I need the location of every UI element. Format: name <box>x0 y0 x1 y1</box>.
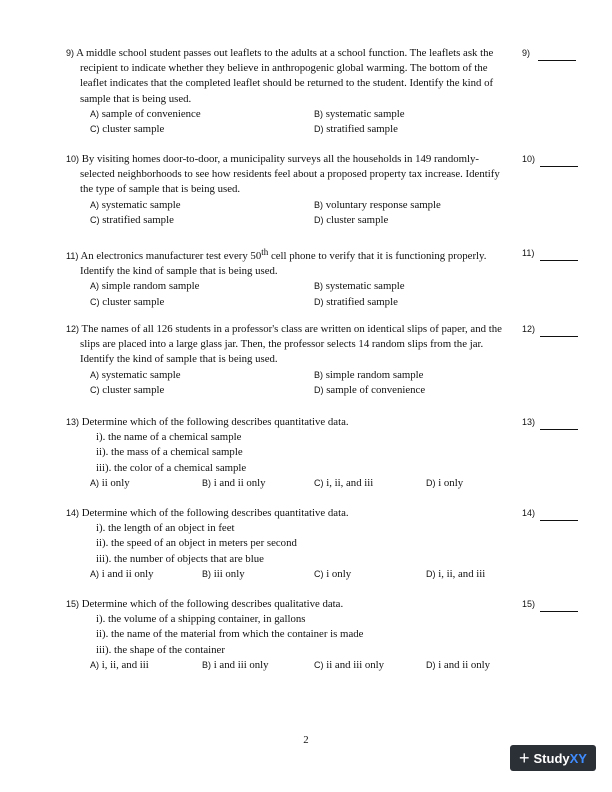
list-item: i). the volume of a shipping container, in gallons <box>96 613 306 626</box>
option-a[interactable]: A) simple random sample <box>90 280 200 293</box>
option-d[interactable]: D) i and ii only <box>426 658 491 671</box>
option-d[interactable]: D) stratified sample <box>314 123 398 136</box>
option-c[interactable]: C) i only <box>314 567 352 580</box>
options <box>90 567 512 582</box>
option-d[interactable]: D) stratified sample <box>314 295 398 308</box>
answer-blank[interactable] <box>540 520 578 521</box>
studyxy-logo[interactable] <box>510 745 596 771</box>
option-a[interactable]: A) systematic sample <box>90 198 181 211</box>
option-b[interactable]: B) i and ii only <box>202 476 266 489</box>
answer-label: 14) <box>522 508 536 518</box>
list-item: i). the length of an object in feet <box>96 522 235 535</box>
item-list <box>96 521 512 567</box>
list-item: i). the name of a chemical sample <box>96 431 242 444</box>
list-item: iii). the color of a chemical sample <box>96 461 247 474</box>
option-d[interactable]: D) cluster sample <box>314 213 389 226</box>
question-number: 9) <box>66 48 75 58</box>
option-b[interactable]: B) iii only <box>202 567 245 580</box>
answer-label: 13) <box>522 417 536 427</box>
option-c[interactable]: C) i, ii, and iii <box>314 476 374 489</box>
list-item: ii). the speed of an object in meters per second <box>96 537 297 550</box>
question-text: Determine which of the following describes quantitative data. <box>81 507 349 519</box>
answer-label: 12) <box>522 324 536 334</box>
answer-blank[interactable] <box>540 166 578 167</box>
option-b[interactable]: B) i and iii only <box>202 658 269 671</box>
options <box>90 198 512 228</box>
option-c[interactable]: C) cluster sample <box>90 295 165 308</box>
option-b[interactable]: B) systematic sample <box>314 107 405 120</box>
option-d[interactable]: D) i only <box>426 476 464 489</box>
option-d[interactable]: D) sample of convenience <box>314 383 426 396</box>
option-c[interactable]: C) ii and iii only <box>314 658 385 671</box>
answer-blank[interactable] <box>540 336 578 337</box>
question-number: 11) <box>66 251 79 261</box>
options <box>90 658 512 673</box>
item-list <box>96 430 512 476</box>
question-15 <box>66 597 512 673</box>
option-a[interactable]: A) ii only <box>90 476 130 489</box>
question-text: The names of all 126 students in a professor's class are written on identical slips of paper, and the slips are placed into a large glass jar. Then, the professor selects 14 random slips from the jar. Identify the kind of sample that is being used. <box>80 323 502 366</box>
options <box>90 476 512 491</box>
item-list <box>96 612 512 658</box>
question-10 <box>66 152 512 228</box>
answer-blank[interactable] <box>540 611 578 612</box>
question-text: Determine which of the following describes quantitative data. <box>81 416 349 428</box>
answer-label: 11) <box>522 248 535 258</box>
options <box>90 107 512 137</box>
answer-label: 10) <box>522 154 536 164</box>
option-c[interactable]: C) stratified sample <box>90 213 174 226</box>
question-number: 10) <box>66 154 80 164</box>
question-number: 14) <box>66 508 80 518</box>
question-number: 13) <box>66 417 80 427</box>
question-number: 12) <box>66 324 80 334</box>
answer-blank[interactable] <box>540 260 578 261</box>
list-item: ii). the name of the material from which the container is made <box>96 628 364 641</box>
option-b[interactable]: B) simple random sample <box>314 368 424 381</box>
option-b[interactable]: B) systematic sample <box>314 280 405 293</box>
answer-label: 15) <box>522 599 536 609</box>
question-14 <box>66 506 512 582</box>
question-text: Determine which of the following describes qualitative data. <box>81 598 344 610</box>
page-number: 2 <box>303 734 309 746</box>
logo-text: StudyXY <box>533 750 587 766</box>
question-9 <box>66 46 512 137</box>
question-13 <box>66 415 512 491</box>
option-d[interactable]: D) i, ii, and iii <box>426 567 486 580</box>
question-text: An electronics manufacturer test every 50th cell phone to verify that it is functioning properly. Identify the kind of sample that is being used. <box>80 247 487 278</box>
question-text: A middle school student passes out leaflets to the adults at a school function. The leaflets ask the recipient to indicate whether they believe in anthropogenic global warming. The bottom of the leaflet indicates that the completed leaflet should be returned to the student. Identify the kind of sample that is being used. <box>76 47 494 105</box>
question-number: 15) <box>66 599 80 609</box>
option-a[interactable]: A) i, ii, and iii <box>90 658 149 671</box>
option-c[interactable]: C) cluster sample <box>90 383 165 396</box>
options <box>90 368 512 398</box>
option-a[interactable]: A) sample of convenience <box>90 107 201 120</box>
answer-blank[interactable] <box>538 60 576 61</box>
option-a[interactable]: A) systematic sample <box>90 368 181 381</box>
option-a[interactable]: A) i and ii only <box>90 567 154 580</box>
question-12 <box>66 322 512 398</box>
list-item: iii). the number of objects that are blue <box>96 552 264 565</box>
option-b[interactable]: B) voluntary response sample <box>314 198 441 211</box>
plus-icon: + <box>519 748 530 768</box>
question-text: By visiting homes door-to-door, a municipality surveys all the households in 149 randomly-selected neighborhoods to see how residents feel about a proposed property tax increase. Identify the type of sample that is being used. <box>80 153 500 196</box>
answer-blank[interactable] <box>540 429 578 430</box>
question-11 <box>66 245 512 310</box>
list-item: ii). the mass of a chemical sample <box>96 446 243 459</box>
options <box>90 279 512 309</box>
list-item: iii). the shape of the container <box>96 643 225 656</box>
option-c[interactable]: C) cluster sample <box>90 123 165 136</box>
answer-label: 9) <box>522 48 531 58</box>
